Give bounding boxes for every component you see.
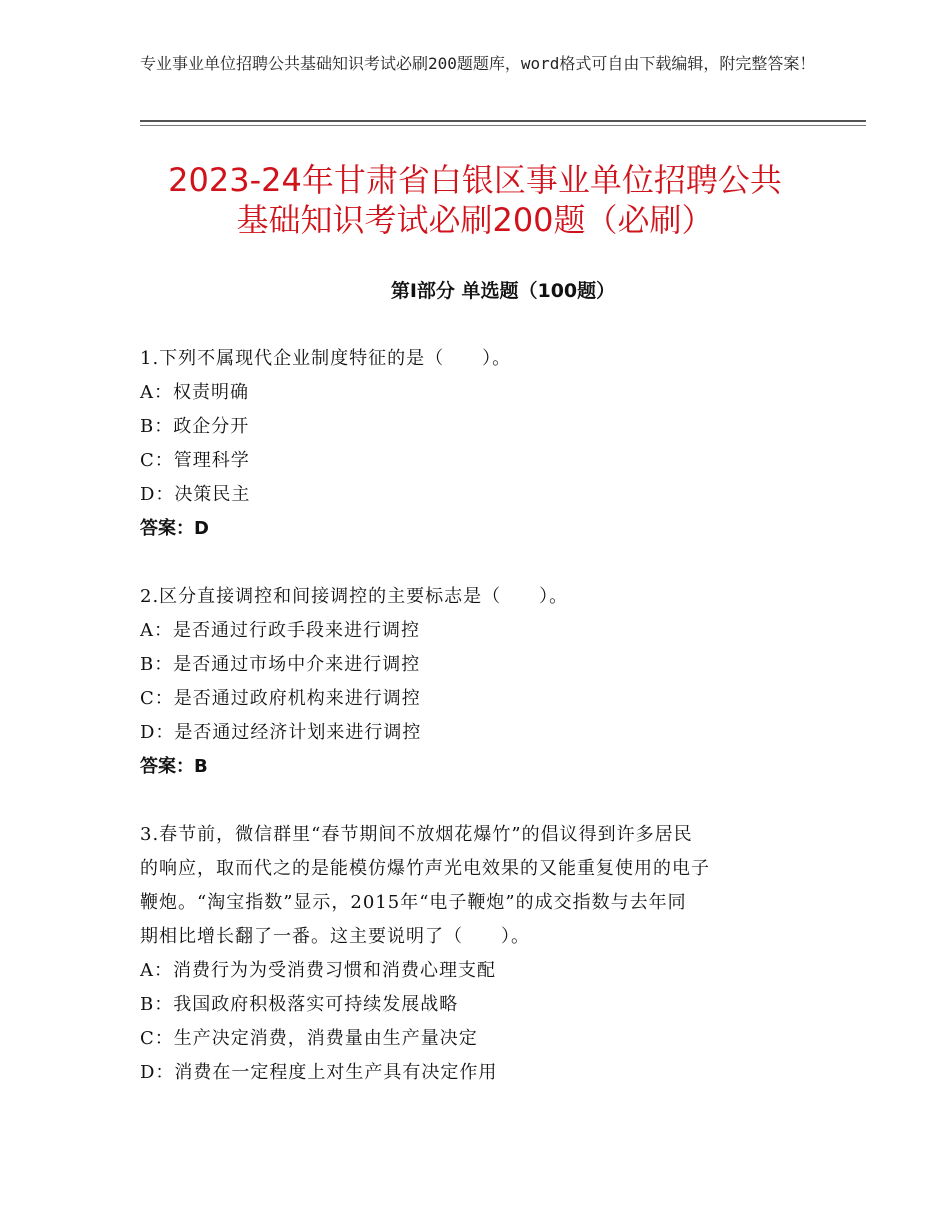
section-title: 第Ⅰ部分 单选题（100题） xyxy=(390,280,616,302)
header-note: 专业事业单位招聘公共基础知识考试必刷200题题库，word格式可自由下载编辑，附完整答案！ xyxy=(140,54,816,73)
option-b: B：是否通过市场中介来进行调控 xyxy=(140,654,421,675)
question-stem: 1.下列不属现代企业制度特征的是（ ）。 xyxy=(140,348,512,369)
option-c: C：管理科学 xyxy=(140,450,250,471)
option-d: D：是否通过经济计划来进行调控 xyxy=(140,722,422,743)
option-a: A：消费行为为受消费习惯和消费心理支配 xyxy=(140,960,496,981)
answer: 答案：D xyxy=(140,518,209,539)
header-divider-thick xyxy=(140,120,866,122)
option-d: D：消费在一定程度上对生产具有决定作用 xyxy=(140,1062,498,1083)
question-3 xyxy=(140,818,810,1090)
option-a: A：是否通过行政手段来进行调控 xyxy=(140,620,420,641)
option-d: D：决策民主 xyxy=(140,484,251,505)
title-line-1: 2023-24年甘肃省白银区事业单位招聘公共 xyxy=(168,161,782,199)
question-stem-line: 期相比增长翻了一番。这主要说明了（ ）。 xyxy=(140,926,530,947)
header-divider-thin xyxy=(140,125,866,126)
question-stem-line: 3.春节前，微信群里“春节期间不放烟花爆竹”的倡议得到许多居民 xyxy=(140,824,693,845)
question-2 xyxy=(140,580,810,784)
question-list xyxy=(140,342,810,1124)
option-c: C：是否通过政府机构来进行调控 xyxy=(140,688,421,709)
document-title xyxy=(100,160,850,240)
answer: 答案：B xyxy=(140,756,208,777)
question-stem-line: 的响应，取而代之的是能模仿爆竹声光电效果的又能重复使用的电子 xyxy=(140,858,710,879)
option-b: B：政企分开 xyxy=(140,416,250,437)
option-b: B：我国政府积极落实可持续发展战略 xyxy=(140,994,459,1015)
option-c: C：生产决定消费，消费量由生产量决定 xyxy=(140,1028,478,1049)
title-line-2: 基础知识考试必刷200题（必刷） xyxy=(236,201,714,239)
question-stem: 2.区分直接调控和间接调控的主要标志是（ ）。 xyxy=(140,586,569,607)
question-1 xyxy=(140,342,810,546)
question-stem-line: 鞭炮。“淘宝指数”显示，2015年“电子鞭炮”的成交指数与去年同 xyxy=(140,892,687,913)
option-a: A：权责明确 xyxy=(140,382,249,403)
